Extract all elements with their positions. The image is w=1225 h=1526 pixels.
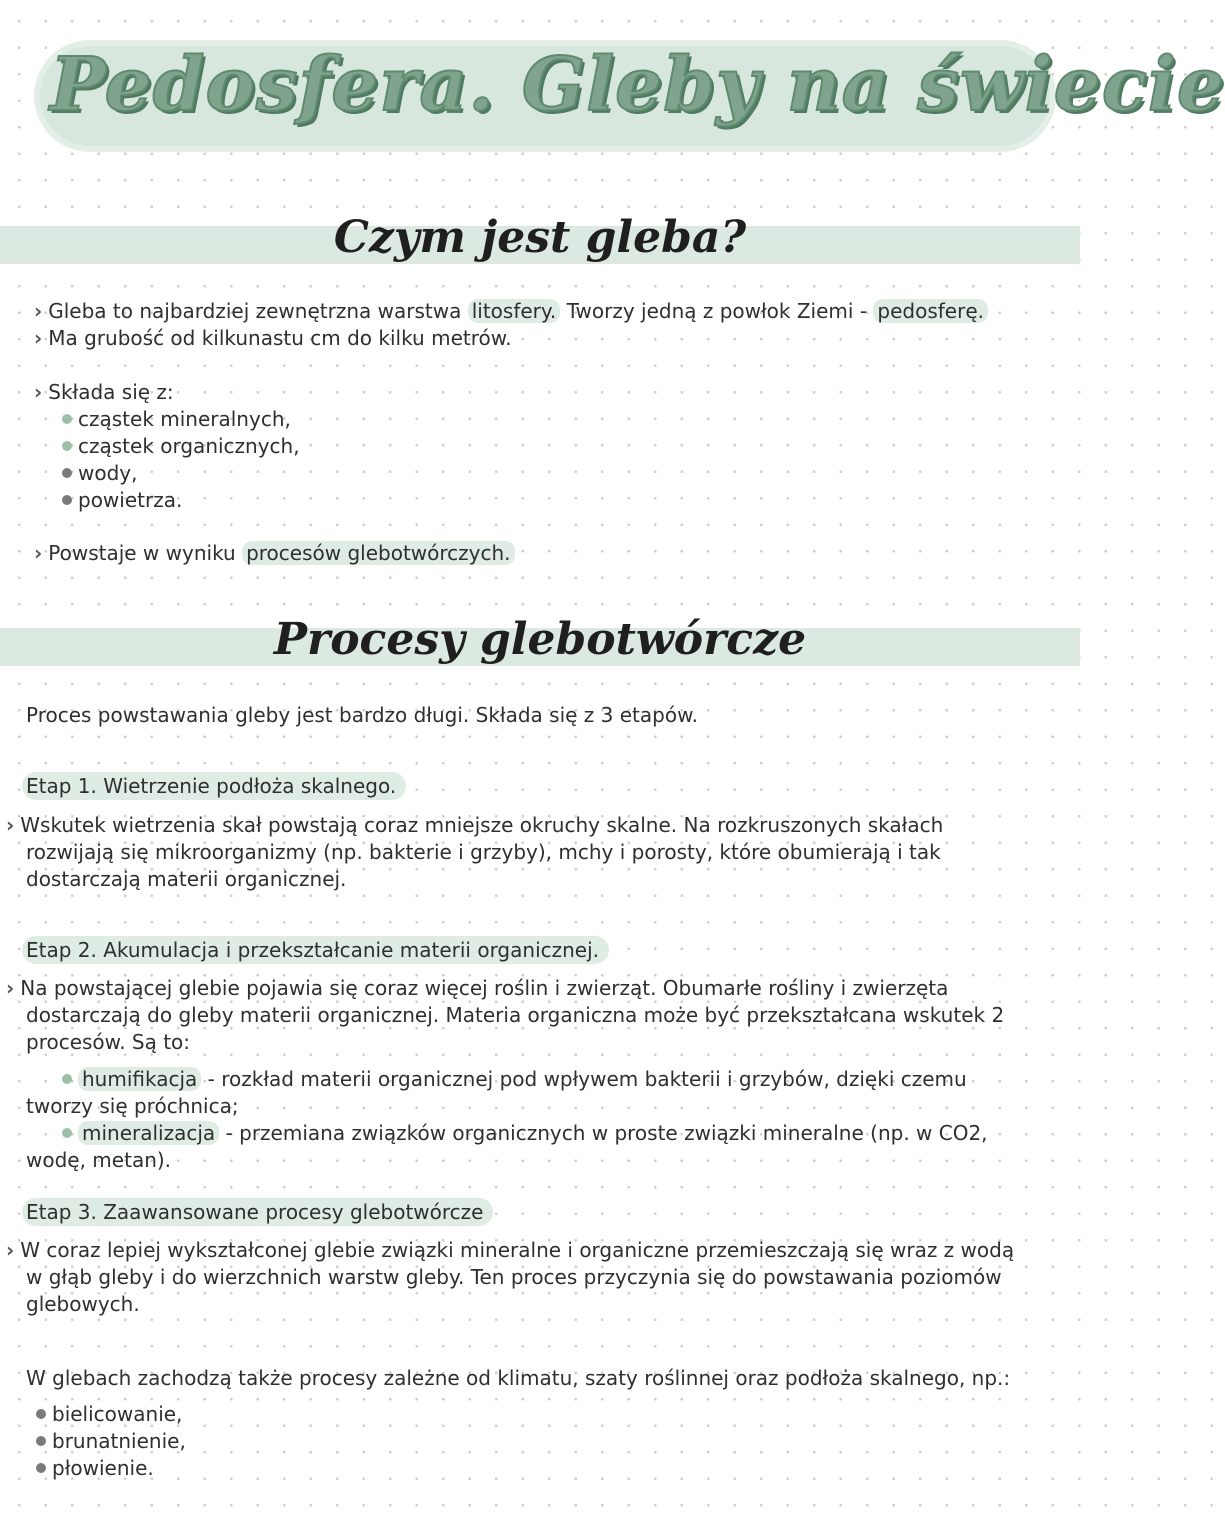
definition-line (34, 298, 988, 325)
list-bullet (62, 1121, 78, 1145)
etap3-title-wrap (22, 1200, 493, 1224)
list-item: płowienie. (36, 1455, 154, 1482)
origin-text: Powstaje w wyniku (48, 541, 236, 565)
page-title: Pedosfera. Gleby na świecie (50, 42, 1225, 128)
chevron-right-icon: › (6, 976, 15, 1000)
mineralizacja-cont: wodę, metan). (26, 1148, 172, 1172)
etap1-line-1 (6, 812, 943, 839)
section-heading-procesy: Procesy glebotwórcze (273, 614, 807, 665)
highlight-procesow: procesów glebotwórczych. (242, 541, 514, 565)
etap1-text: Wskutek wietrzenia skał powstają coraz mniejsze okruchy skalne. Na rozkruszonych skałach (20, 813, 944, 837)
etap3-line-1 (6, 1237, 1014, 1264)
etap2-text: Na powstającej glebie pojawia się coraz więcej roślin i zwierząt. Obumarłe rośliny i zwierzęta (20, 976, 949, 1000)
etap2-line-3: procesów. Są to: (26, 1030, 191, 1054)
etap1-title: Etap 1. Wietrzenie podłoża skalnego. (22, 772, 406, 800)
list-item: powietrza. (62, 487, 182, 514)
origin-line (34, 540, 515, 567)
etap1-title-wrap (22, 774, 406, 798)
etap2-title-wrap (22, 938, 609, 962)
highlight-mineralizacja: mineralizacja (78, 1121, 219, 1145)
composition-intro (34, 379, 174, 406)
thickness-text: Ma grubość od kilkunastu cm do kilku metrów. (48, 326, 512, 350)
composition-intro-text: Składa się z: (48, 380, 174, 404)
highlight-litosfery: litosfery. (468, 299, 561, 323)
chevron-right-icon: › (34, 541, 43, 565)
thickness-line (34, 325, 512, 352)
etap2-line-1 (6, 975, 948, 1002)
mineralizacja-text: - przemiana związków organicznych w proste związki mineralne (np. w CO2, (225, 1121, 988, 1145)
etap1-line-2: rozwijają się mikroorganizmy (np. bakterie i grzyby), mchy i porosty, które obumierają i tak (26, 840, 941, 864)
definition-text-mid: Tworzy jedną z powłok Ziemi - (566, 299, 868, 323)
etap3-text: W coraz lepiej wykształconej glebie związki mineralne i organiczne przemieszczają się wraz z wodą (20, 1238, 1015, 1262)
process-intro: Proces powstawania gleby jest bardzo długi. Składa się z 3 etapów. (26, 703, 698, 727)
list-item: cząstek mineralnych, (62, 406, 291, 433)
definition-text: Gleba to najbardziej zewnętrzna warstwa (48, 299, 462, 323)
etap3-line-3: glebowych. (26, 1292, 140, 1316)
list-item: brunatnienie, (36, 1428, 186, 1455)
list-item: cząstek organicznych, (62, 433, 300, 460)
etap1-line-3: dostarczają materii organicznej. (26, 867, 347, 891)
humifikacja-cont: tworzy się próchnica; (26, 1094, 239, 1118)
chevron-right-icon: › (6, 813, 15, 837)
page-title-banner (40, 38, 1225, 158)
mineralizacja-line (62, 1120, 988, 1147)
highlight-pedosfere: pedosferę. (873, 299, 988, 323)
humifikacja-text: - rozkład materii organicznej pod wpływem bakterii i grzybów, dzięki czemu (207, 1067, 967, 1091)
etap2-title: Etap 2. Akumulacja i przekształcanie materii organicznej. (22, 936, 609, 964)
etap3-title: Etap 3. Zaawansowane procesy glebotwórcze (22, 1198, 493, 1226)
section-heading-czym-jest-gleba: Czym jest gleba? (333, 212, 747, 263)
climate-intro: W glebach zachodzą także procesy zależne od klimatu, szaty roślinnej oraz podłoża skalnego, np.: (26, 1366, 1011, 1390)
chevron-right-icon: › (34, 380, 43, 404)
etap2-line-2: dostarczają do gleby materii organicznej. Materia organiczna może być przekształcana wskutek 2 (26, 1003, 1005, 1027)
list-bullet (62, 1067, 78, 1091)
list-item: bielicowanie, (36, 1401, 182, 1428)
highlight-humifikacja: humifikacja (78, 1067, 201, 1091)
chevron-right-icon: › (34, 299, 43, 323)
humifikacja-line (62, 1066, 967, 1093)
etap3-line-2: w głąb gleby i do wierzchnich warstw gleby. Ten proces przyczynia się do powstawania poziomów (26, 1265, 1002, 1289)
list-item: wody, (62, 460, 137, 487)
chevron-right-icon: › (34, 326, 43, 350)
chevron-right-icon: › (6, 1238, 15, 1262)
